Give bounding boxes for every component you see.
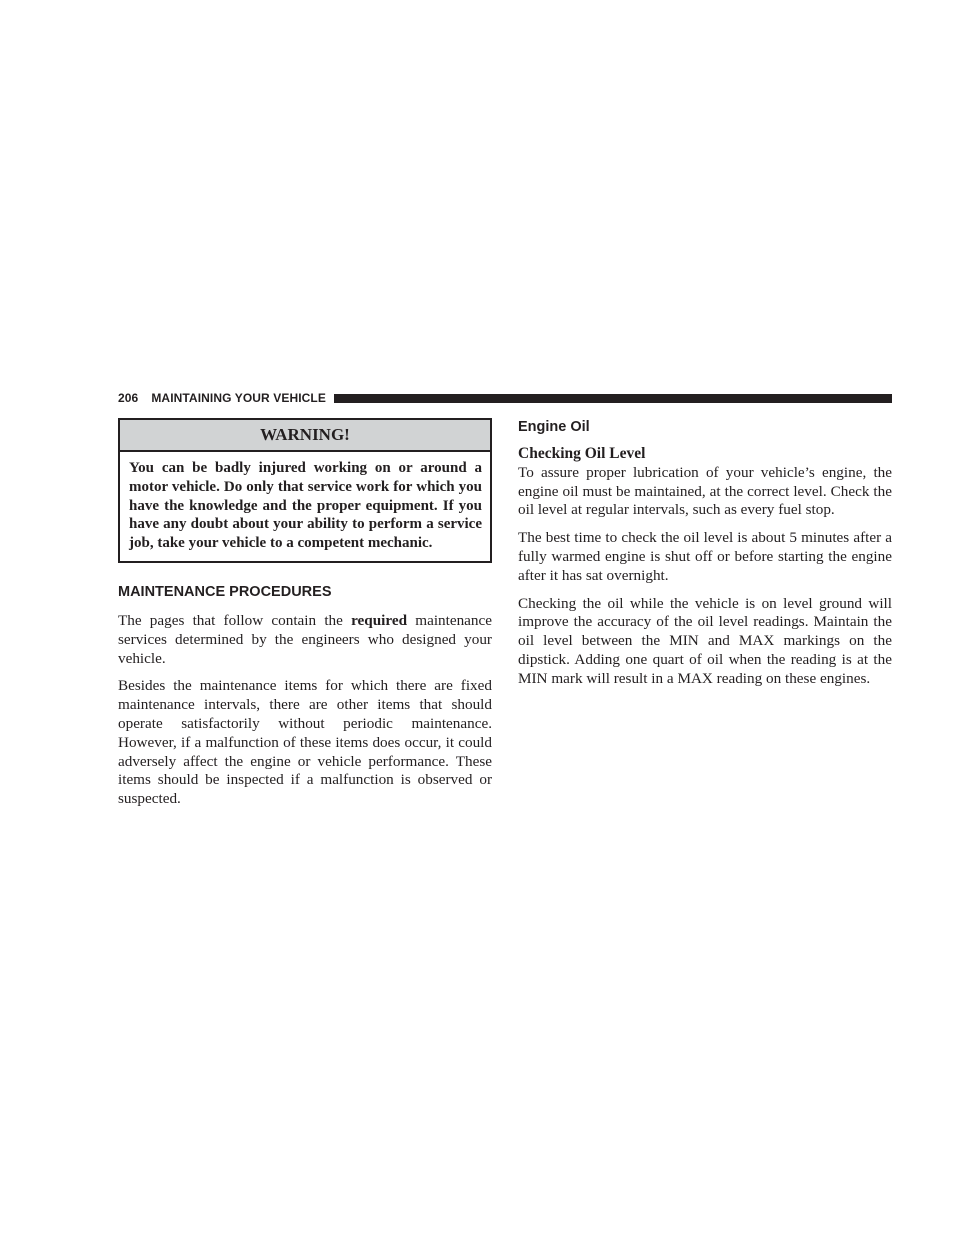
page-header bbox=[118, 389, 892, 407]
engine-oil-para-3: Checking the oil while the vehicle is on level ground will improve the accuracy of the oil level readings. Maintain the oil level between the MIN and MAX markings on the dipstick. Adding one quart of oil when the reading is at the MIN mark will result in a MAX reading on these engines. bbox=[518, 594, 892, 687]
engine-oil-heading: Engine Oil bbox=[518, 419, 590, 435]
warning-box bbox=[118, 418, 492, 563]
engine-oil-para-1: To assure proper lubrication of your vehicle’s engine, the engine oil must be maintained, at the correct level. Check the oil level at regular intervals, such as every fuel stop. bbox=[518, 463, 892, 519]
warning-title: WARNING! bbox=[120, 420, 490, 452]
page-number: 206 bbox=[118, 391, 139, 405]
left-column bbox=[118, 418, 492, 809]
header-rule bbox=[334, 394, 892, 403]
maintenance-procedures-heading: MAINTENANCE PROCEDURES bbox=[118, 583, 332, 600]
required-emphasis: required bbox=[351, 611, 408, 629]
engine-oil-para-2: The best time to check the oil level is about 5 minutes after a fully warmed engine is shut off or before starting the engine after it has sat overnight. bbox=[518, 529, 892, 584]
maintenance-para-1-end: maintenance services determined by the engineers who designed your vehicle. bbox=[118, 611, 492, 667]
warning-text: You can be badly injured working on or around a motor vehicle. Do only that service work for which you have the knowledge and the proper equipment. If you have any doubt about your ability to perform a service job, take your vehicle to a competent mechanic. bbox=[129, 460, 482, 552]
maintenance-para-2: Besides the maintenance items for which there are fixed maintenance intervals, there are other items that should operate satisfactorily without periodic maintenance. However, if a malfunction of these items does occur, it could adversely affect the engine or vehicle performance. These items should be inspected if a malfunction is observed or suspected. bbox=[118, 677, 492, 808]
running-title: MAINTAINING YOUR VEHICLE bbox=[151, 391, 326, 405]
checking-oil-level-heading: Checking Oil Level bbox=[518, 445, 646, 462]
maintenance-para-1 bbox=[118, 612, 492, 668]
right-column bbox=[518, 418, 892, 689]
maintenance-para-1-start: The pages that follow contain the bbox=[118, 611, 352, 629]
